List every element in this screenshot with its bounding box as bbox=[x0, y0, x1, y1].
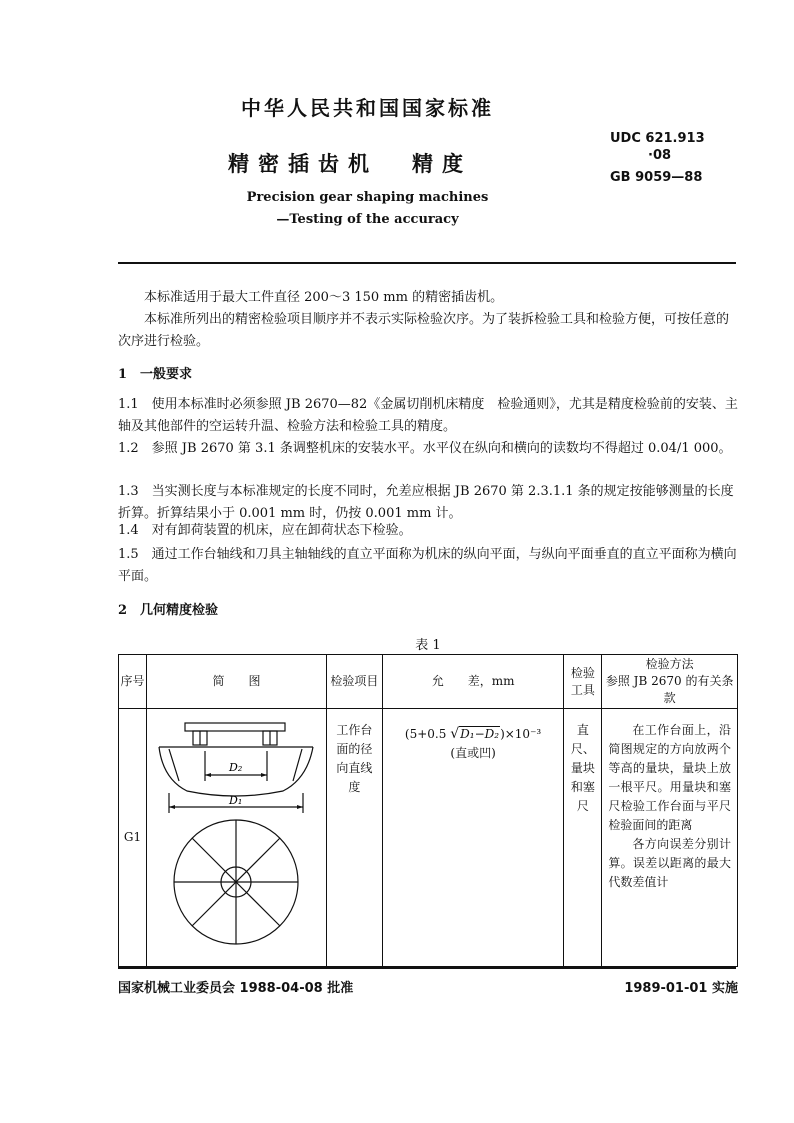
tolerance-radicand: D₁−D₂ bbox=[460, 727, 500, 741]
clause-1-3: 1.3 当实测长度与本标准规定的长度不同时，允差应根据 JB 2670 第 2.3.1.1 条的规定按能够测量的长度折算。折算结果小于 0.001 mm 时，仍按 0.001 mm 计。 bbox=[118, 484, 734, 521]
clause-1-5: 1.5 通过工作台轴线和刀具主轴轴线的直立平面称为机床的纵向平面，与纵向平面垂直的直立平面称为横向平面。 bbox=[118, 547, 737, 584]
clause-1-1: 1.1 使用本标准时必须参照 JB 2670—82《金属切削机床精度 检验通则》，尤其是精度检验前的安装、主轴及其他部件的空运转升温、检验方法和检验工具的精度。 bbox=[118, 397, 738, 434]
row-diagram bbox=[146, 709, 326, 967]
intro-paragraph-1: 本标准适用于最大工件直径 200～3 150 mm 的精密插齿机。 bbox=[144, 290, 504, 305]
tolerance-prefix: (5+0.5 bbox=[404, 727, 447, 741]
straight-edge bbox=[185, 723, 285, 731]
document-title bbox=[228, 148, 472, 178]
sqrt-icon: √ bbox=[450, 726, 460, 742]
worktable-diagram bbox=[147, 709, 325, 949]
footer-issuer: 国家机械工业委员会 1988-04-08 批准 bbox=[118, 981, 354, 996]
header-rule bbox=[118, 262, 736, 264]
table-row bbox=[119, 709, 738, 967]
method-paragraph-1: 在工作台面上，沿简图规定的方向放两个等高的量块，量块上放一根平尺。用量块和塞尺检验工作台面与平尺检验面间的距离 bbox=[608, 723, 731, 832]
section1-heading: 1 一般要求 bbox=[118, 367, 193, 382]
row-no: G1 bbox=[119, 709, 147, 967]
udc-line2: ·08 bbox=[648, 148, 672, 163]
table-header-row bbox=[119, 655, 738, 709]
tolerance-note: (直或凹) bbox=[450, 746, 496, 760]
udc-code bbox=[610, 130, 705, 164]
label-d1: D₁ bbox=[228, 794, 243, 807]
header-diagram: 简 图 bbox=[146, 655, 326, 709]
section2-heading: 2 几何精度检验 bbox=[118, 603, 219, 618]
header-no: 序号 bbox=[119, 655, 147, 709]
method-paragraph-2: 各方向误差分别计算。误差以距离的最大代数差值计 bbox=[608, 837, 731, 889]
label-d2: D₂ bbox=[228, 761, 243, 774]
row-tolerance bbox=[382, 709, 564, 967]
row-method bbox=[602, 709, 738, 967]
national-standard-heading: 中华人民共和国国家标准 bbox=[241, 96, 494, 120]
row-tool: 直尺、量块和塞尺 bbox=[564, 709, 602, 967]
tolerance-suffix: )×10⁻³ bbox=[500, 727, 542, 741]
header-method-line1: 检验方法 bbox=[645, 657, 694, 671]
intro-paragraph-2: 本标准所列出的精密检验项目顺序并不表示实际检验次序。为了装拆检验工具和检验方便，可按任意的次序进行检验。 bbox=[118, 312, 730, 349]
footer-rule bbox=[118, 967, 736, 969]
footer-effective-date: 1989-01-01 实施 bbox=[624, 981, 738, 996]
row-item: 工作台面的径向直线度 bbox=[326, 709, 382, 967]
header-tolerance: 允 差，mm bbox=[382, 655, 564, 709]
title-part2: 精度 bbox=[412, 152, 472, 176]
english-title-line1: Precision gear shaping machines bbox=[246, 190, 489, 205]
title-part1: 精密插齿机 bbox=[228, 152, 378, 176]
inspection-table bbox=[118, 654, 738, 967]
header-tool: 检验工具 bbox=[564, 655, 602, 709]
english-title-line2: —Testing of the accuracy bbox=[276, 212, 459, 227]
clause-1-2: 1.2 参照 JB 2670 第 3.1 条调整机床的安装水平。水平仪在纵向和横向的读数均不得超过 0.04/1 000。 bbox=[118, 441, 732, 456]
table-caption: 表 1 bbox=[415, 638, 441, 653]
udc-line1: UDC 621.913 bbox=[610, 131, 705, 146]
header-method-line2: 参照 JB 2670 的有关条款 bbox=[605, 674, 734, 705]
gb-code: GB 9059—88 bbox=[610, 170, 703, 185]
clause-1-4: 1.4 对有卸荷装置的机床，应在卸荷状态下检验。 bbox=[118, 523, 412, 538]
header-method bbox=[602, 655, 738, 709]
tolerance-formula bbox=[384, 725, 563, 744]
header-item: 检验项目 bbox=[326, 655, 382, 709]
